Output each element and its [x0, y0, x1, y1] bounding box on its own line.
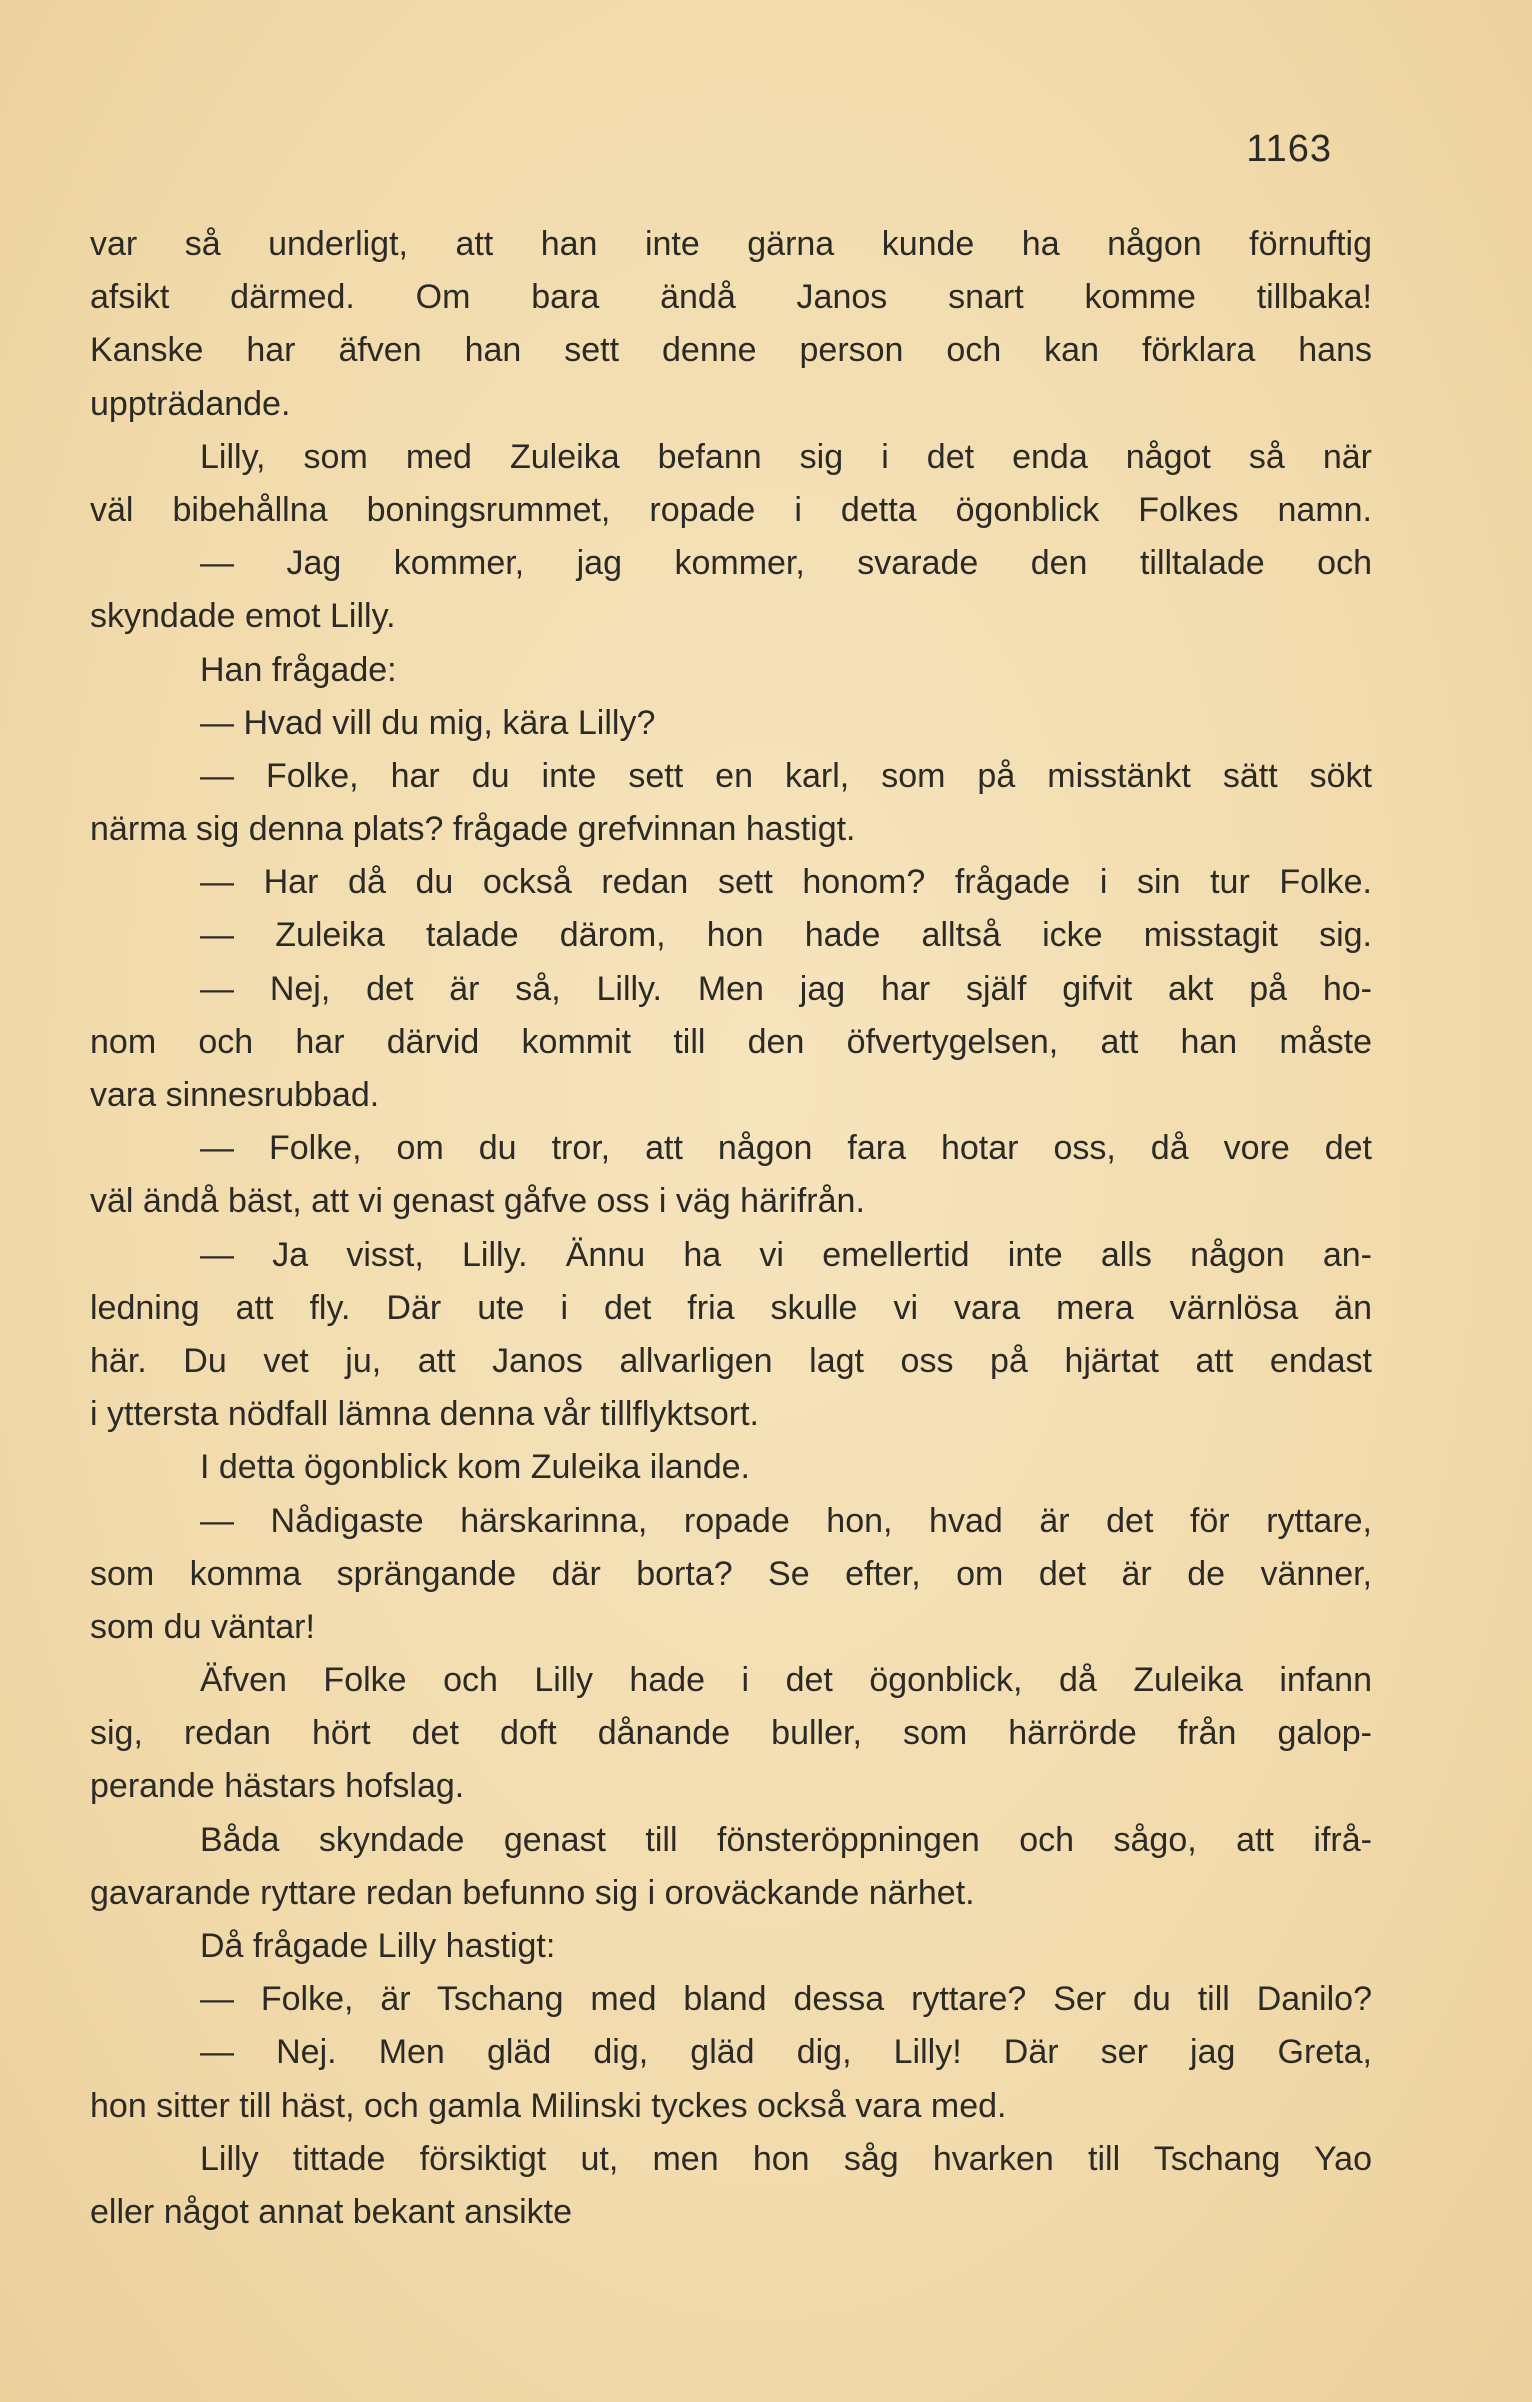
text-line: — Folke, har du inte sett en karl, som på misstänkt sätt sökt [200, 756, 1372, 795]
text-line: väl ändå bäst, att vi genast gåfve oss i väg härifrån. [90, 1182, 865, 1221]
text-line: uppträdande. [90, 384, 291, 423]
text-line: i yttersta nödfall lämna denna vår tillflyktsort. [90, 1395, 759, 1434]
text-line: — Ja visst, Lilly. Ännu ha vi emellertid inte alls någon an- [200, 1235, 1372, 1274]
text-line: Kanske har äfven han sett denne person och kan förklara hans [90, 331, 1372, 370]
text-line: närma sig denna plats? frågade grefvinnan hastigt. [90, 810, 856, 849]
text-line: skyndade emot Lilly. [90, 597, 396, 636]
text-line: som komma sprängande där borta? Se efter, om det är de vänner, [90, 1554, 1372, 1593]
text-line: Äfven Folke och Lilly hade i det ögonblick, då Zuleika infann [200, 1661, 1372, 1700]
text-line: — Folke, är Tschang med bland dessa ryttare? Ser du till Danilo? [200, 1980, 1372, 2019]
text-line: afsikt därmed. Om bara ändå Janos snart komme tillbaka! [90, 278, 1372, 317]
text-line: Lilly tittade försiktigt ut, men hon såg hvarken till Tschang Yao [200, 2139, 1372, 2178]
text-line: sig, redan hört det doft dånande buller, som härrörde från galop- [90, 1714, 1372, 1753]
text-line: som du väntar! [90, 1607, 315, 1646]
text-line: — Har då du också redan sett honom? frågade i sin tur Folke. [200, 863, 1372, 902]
text-line: var så underligt, att han inte gärna kunde ha någon förnuftig [90, 225, 1372, 263]
body-text [90, 218, 1372, 2239]
text-line: gavarande ryttare redan befunno sig i oroväckande närhet. [90, 1873, 975, 1912]
text-line: Lilly, som med Zuleika befann sig i det enda något så när [200, 437, 1372, 476]
text-line: — Jag kommer, jag kommer, svarade den tilltalade och [200, 544, 1372, 583]
text-line: hon sitter till häst, och gamla Milinski tyckes också vara med. [90, 2086, 1007, 2125]
page-number: 1163 [1246, 128, 1332, 170]
text-line: perande hästars hofslag. [90, 1767, 465, 1806]
text-line: — Nej. Men gläd dig, gläd dig, Lilly! Där ser jag Greta, [200, 2033, 1372, 2072]
text-line: väl bibehållna boningsrummet, ropade i detta ögonblick Folkes namn. [90, 490, 1372, 529]
text-line: Då frågade Lilly hastigt: [200, 1927, 556, 1965]
text-line: Båda skyndade genast till fönsteröppningen och sågo, att ifrå- [200, 1820, 1372, 1859]
text-line: vara sinnesrubbad. [90, 1076, 380, 1114]
text-line: Han frågade: [200, 650, 397, 689]
text-line: — Folke, om du tror, att någon fara hotar oss, då vore det [200, 1129, 1372, 1168]
text-line: I detta ögonblick kom Zuleika ilande. [200, 1448, 750, 1487]
text-line: — Hvad vill du mig, kära Lilly? [200, 703, 656, 742]
text-line: — Nådigaste härskarinna, ropade hon, hvad är det för ryttare, [200, 1501, 1372, 1540]
text-line: — Nej, det är så, Lilly. Men jag har själf gifvit akt på ho- [200, 969, 1372, 1008]
text-line: — Zuleika talade därom, hon hade alltså icke misstagit sig. [200, 916, 1372, 955]
text-line: här. Du vet ju, att Janos allvarligen lagt oss på hjärtat att endast [90, 1341, 1372, 1380]
text-line: nom och har därvid kommit till den öfvertygelsen, att han måste [90, 1022, 1372, 1061]
text-line: eller något annat bekant ansikte [90, 2192, 573, 2231]
text-line: ledning att fly. Där ute i det fria skulle vi vara mera värnlösa än [90, 1288, 1372, 1327]
